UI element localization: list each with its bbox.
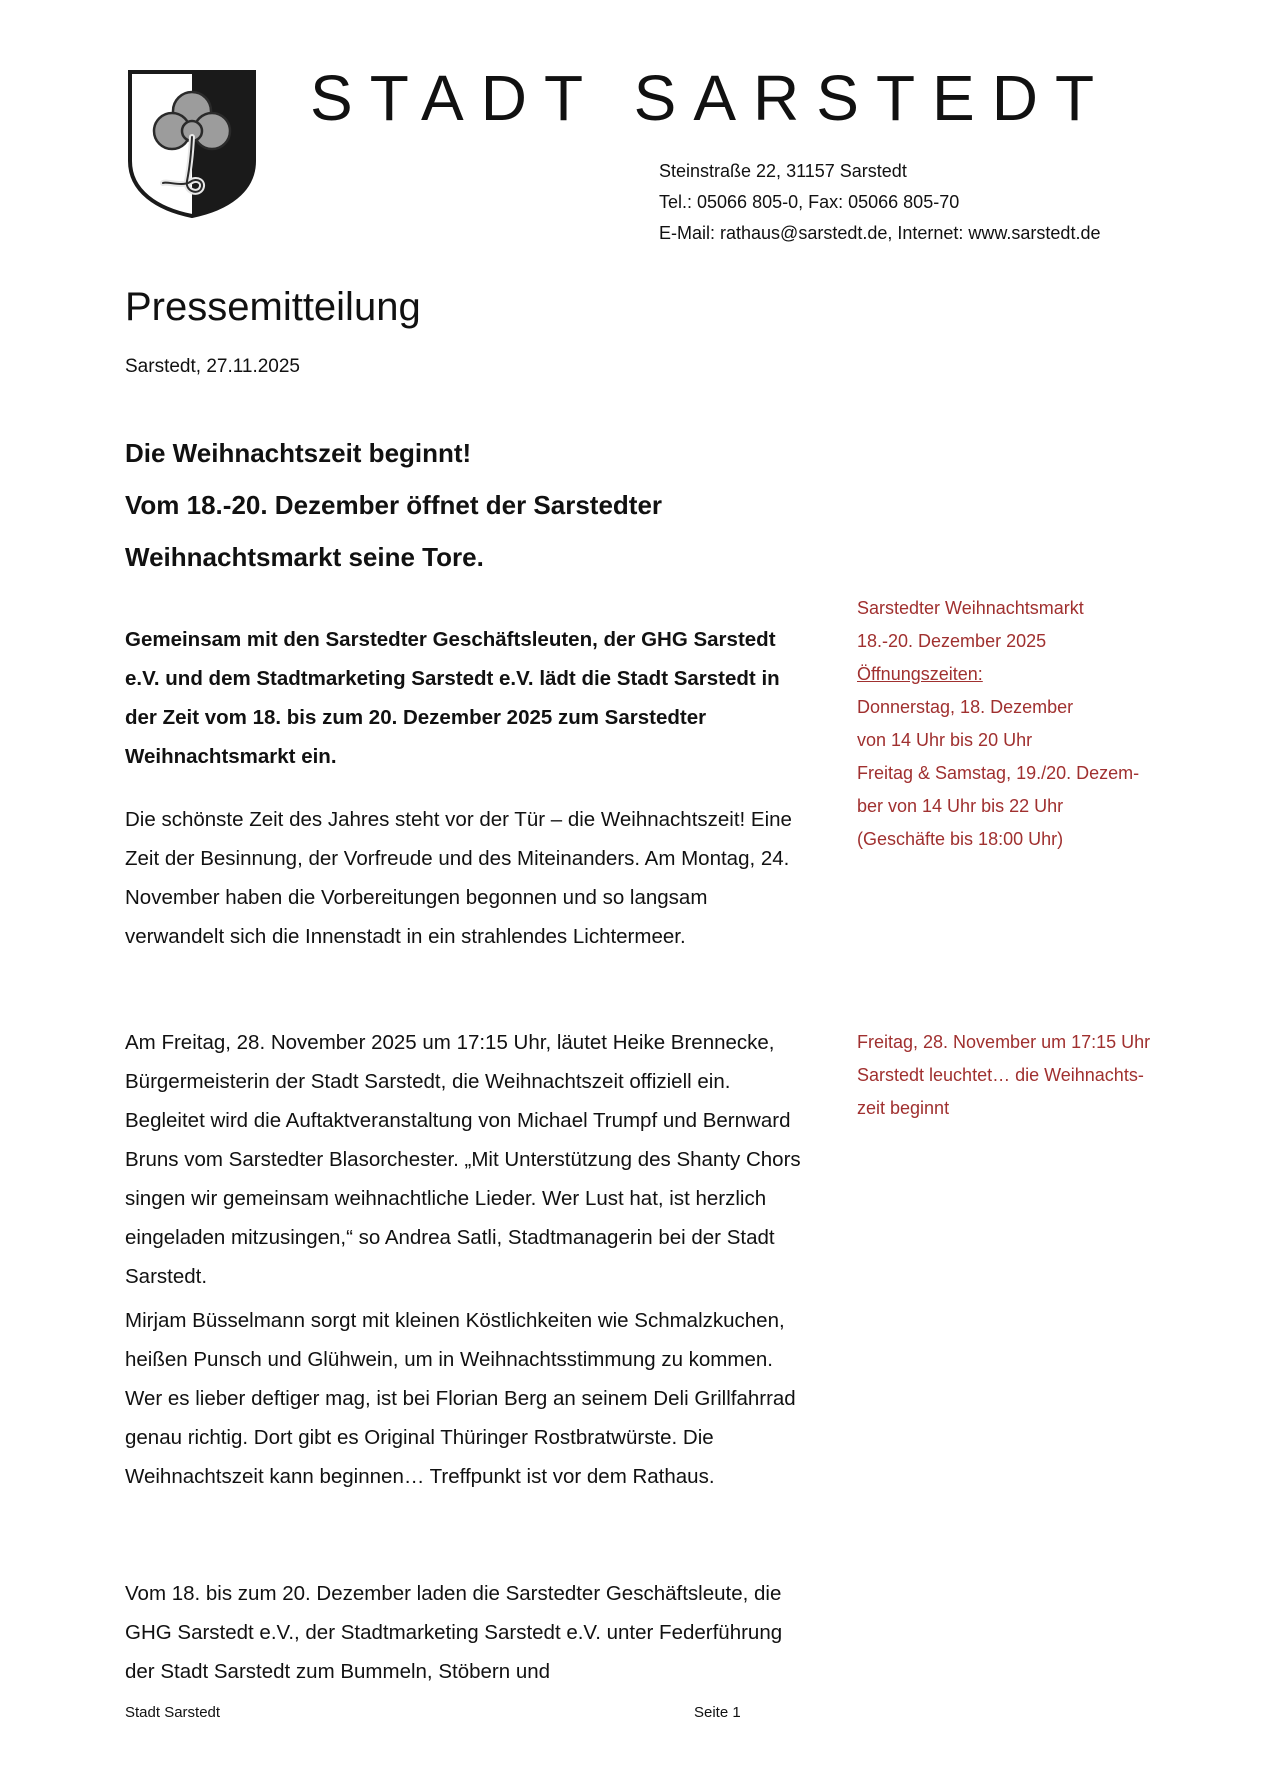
sidebar-kickoff-info <box>857 1026 1187 1125</box>
document-date: Sarstedt, 27.11.2025 <box>125 356 300 377</box>
sidebar-line: Sarstedt leuchtet… die Weihnachts- <box>857 1065 1144 1085</box>
sidebar-line: zeit beginnt <box>857 1098 950 1118</box>
body-paragraph-4 <box>125 1574 805 1691</box>
headline-line: Die Weihnachtszeit beginnt! <box>125 438 472 468</box>
body-paragraph-1 <box>125 800 805 956</box>
sidebar-market-info <box>857 592 1187 856</box>
paragraph-text: Am Freitag, 28. November 2025 um 17:15 Uhr, läutet Heike Brennecke, Bürgermeisterin der Stadt Sarstedt, die Weihnachtszeit offiziell ein. Begleitet wird die Auftaktveranstaltung von Michael Trumpf und Bernward Bruns vom Sarstedter Blasorchester. „Mit Unterstützung des Shanty Chors singen wir gemeinsam weihnachtliche Lieder. Wer Lust hat, ist herzlich eingeladen mitzusingen,“ so Andrea Satli, Stadtmanagerin bei der Stadt Sarstedt. <box>125 1031 801 1288</box>
sidebar-line: Sarstedter Weihnachtsmarkt <box>857 598 1084 618</box>
opening-hours-heading: Öffnungszeiten: <box>857 664 983 684</box>
paragraph-text: Die schönste Zeit des Jahres steht vor der Tür – die Weihnachtszeit! Eine Zeit der Besinnung, der Vorfreude und des Miteinanders. Am Montag, 24. November haben die Vorbereitungen begonnen und so langsam verwandelt sich die Innenstadt in ein strahlendes Lichtermeer. <box>125 808 792 948</box>
city-name: STADT SARSTEDT <box>310 62 1112 134</box>
page-number: Seite 1 <box>694 1704 741 1721</box>
lead-paragraph <box>125 620 805 776</box>
headline-line: Weihnachtsmarkt seine Tore. <box>125 542 484 572</box>
sidebar-line: Freitag, 28. November um 17:15 Uhr <box>857 1032 1151 1052</box>
address-street: Steinstraße 22, 31157 Sarstedt <box>659 161 907 181</box>
paragraph-text: Mirjam Büsselmann sorgt mit kleinen Köstlichkeiten wie Schmalzkuchen, heißen Punsch und Glühwein, um in Weihnachtsstimmung zu kommen. Wer es lieber deftiger mag, ist bei Florian Berg an seinem Deli Grillfahrrad genau richtig. Dort gibt es Original Thüringer Rostbratwürste. Die Weihnachtszeit kann beginnen… Treffpunkt ist vor dem Rathaus. <box>125 1309 796 1488</box>
paragraph-text: Vom 18. bis zum 20. Dezember laden die Sarstedter Geschäftsleute, die GHG Sarstedt e.V., der Stadtmarketing Sarstedt e.V. unter Federführung der Stadt Sarstedt zum Bummeln, Stöbern und <box>125 1582 783 1683</box>
address-block <box>659 156 1100 249</box>
body-paragraph-3 <box>125 1301 805 1496</box>
address-phone: Tel.: 05066 805-0, Fax: 05066 805-70 <box>659 192 960 212</box>
sidebar-line: von 14 Uhr bis 20 Uhr <box>857 730 1033 750</box>
address-contact: E-Mail: rathaus@sarstedt.de, Internet: www.sarstedt.de <box>659 223 1101 243</box>
sidebar-line: Freitag & Samstag, 19./20. Dezem- <box>857 763 1140 783</box>
lead-text: Gemeinsam mit den Sarstedter Geschäftsleuten, der GHG Sarstedt e.V. und dem Stadtmarketing Sarstedt e.V. lädt die Stadt Sarstedt in der Zeit vom 18. bis zum 20. Dezember 2025 zum Sarstedter Weihnachtsmarkt ein. <box>125 628 780 768</box>
headline-line: Vom 18.-20. Dezember öffnet der Sarstedter <box>125 490 663 520</box>
document-type: Pressemitteilung <box>125 285 421 329</box>
sidebar-line: (Geschäfte bis 18:00 Uhr) <box>857 829 1064 849</box>
sidebar-line: ber von 14 Uhr bis 22 Uhr <box>857 796 1064 816</box>
sidebar-line: 18.-20. Dezember 2025 <box>857 631 1047 651</box>
footer-publisher: Stadt Sarstedt <box>125 1704 221 1721</box>
sidebar-line: Donnerstag, 18. Dezember <box>857 697 1074 717</box>
body-paragraph-2 <box>125 1023 805 1296</box>
coat-of-arms-icon <box>127 69 257 219</box>
headline <box>125 427 825 583</box>
